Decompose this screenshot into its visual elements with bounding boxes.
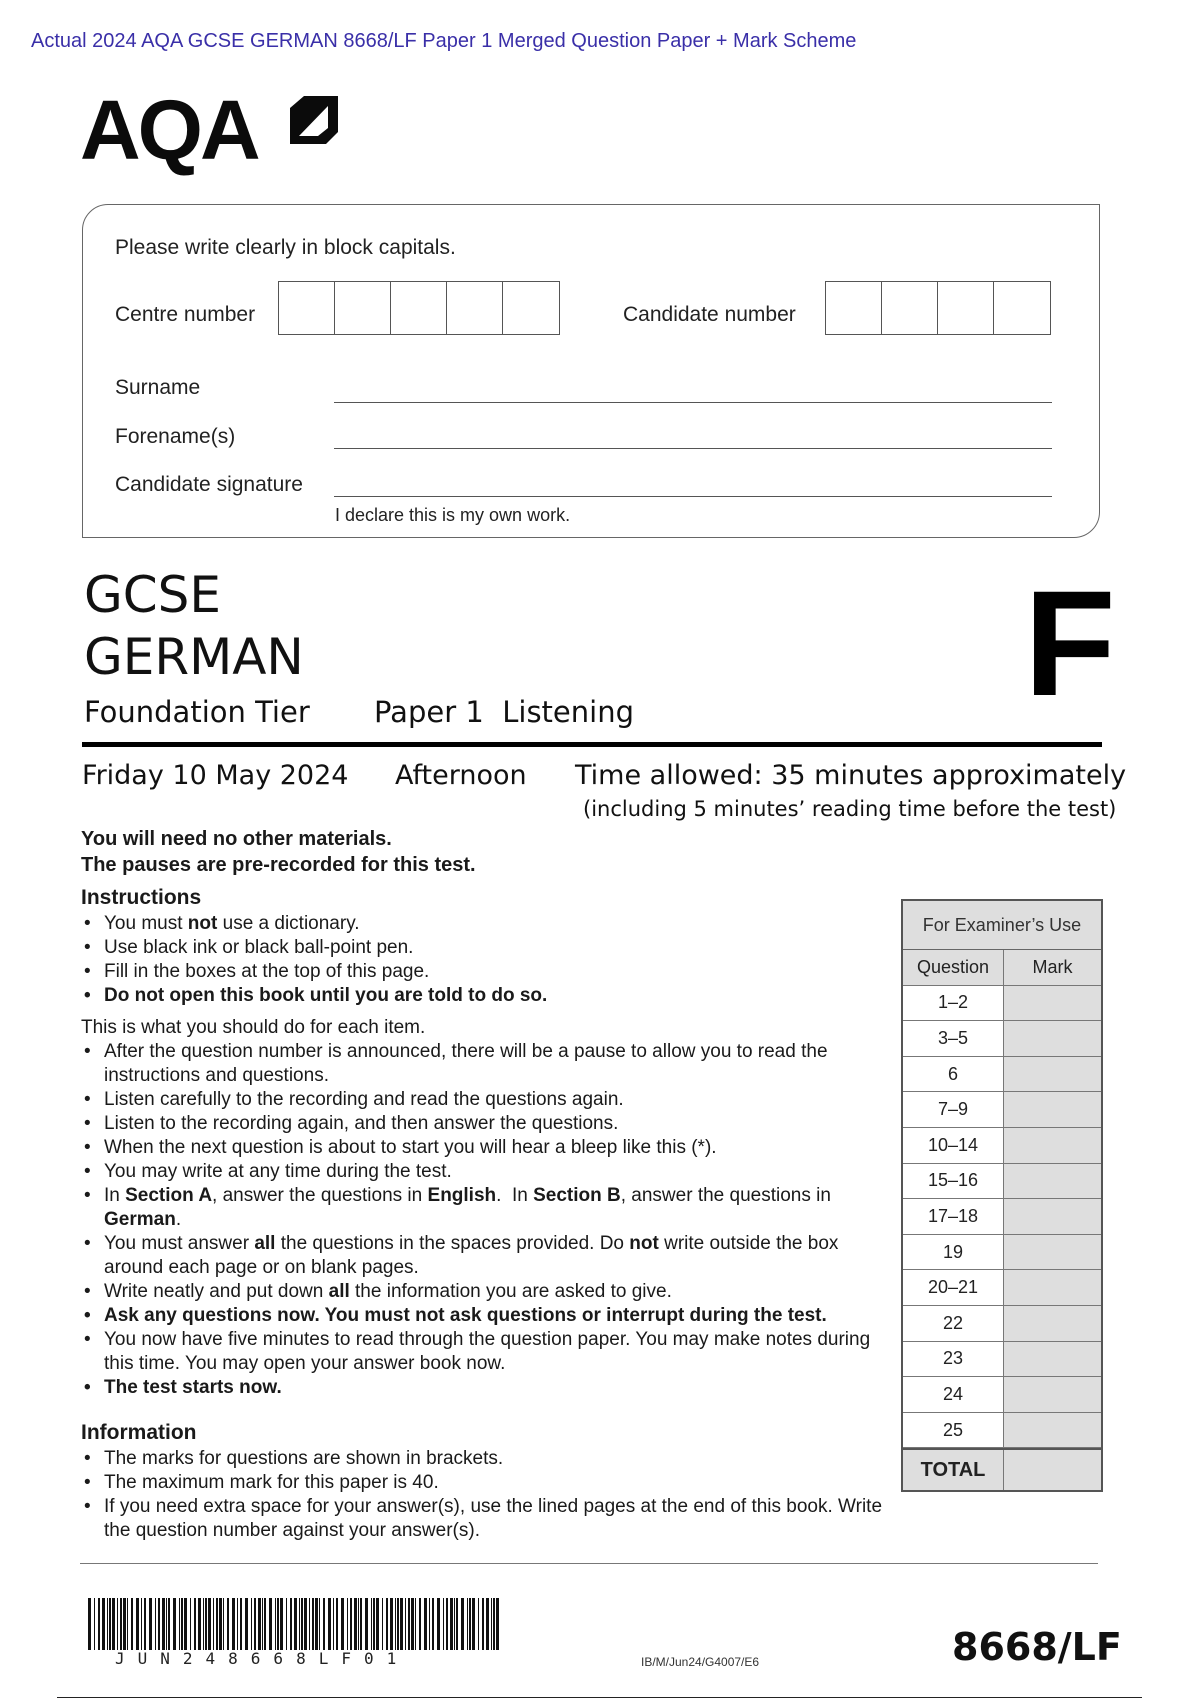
barcode-bar (107, 1598, 108, 1650)
barcode-bar (496, 1598, 499, 1650)
question-cell: 7–9 (903, 1092, 1004, 1127)
barcode-bar (395, 1598, 396, 1650)
barcode-bar (166, 1598, 167, 1650)
paper-name: Paper 1 Listening (374, 695, 634, 729)
barcode-bar (304, 1598, 307, 1650)
question-cell: 19 (903, 1235, 1004, 1270)
centre-number-cell[interactable] (503, 282, 559, 334)
barcode-bar (88, 1598, 91, 1650)
barcode-bar (102, 1598, 105, 1650)
table-row (903, 1057, 1101, 1093)
barcode-bar (491, 1598, 492, 1650)
barcode-bar (149, 1598, 152, 1650)
barcode-bar (437, 1598, 440, 1650)
barcode-bar (245, 1598, 248, 1650)
question-cell: 3–5 (903, 1021, 1004, 1056)
list-item: • Use black ink or black ball-point pen. (81, 936, 901, 960)
centre-number-field[interactable] (278, 281, 560, 335)
table-row (903, 986, 1101, 1022)
barcode-bar (386, 1598, 388, 1650)
total-mark-cell[interactable] (1004, 1450, 1101, 1490)
barcode-bar (450, 1598, 453, 1650)
barcode-bar (205, 1598, 207, 1650)
barcode-bar (144, 1598, 146, 1650)
barcode-bar (312, 1598, 314, 1650)
barcode-bar (390, 1598, 393, 1650)
barcode-bar (123, 1598, 126, 1650)
mark-cell[interactable] (1004, 1342, 1101, 1377)
barcode-bar (299, 1598, 300, 1650)
barcode-bar (341, 1598, 344, 1650)
barcode-bar (127, 1598, 128, 1650)
barcode-bar (94, 1598, 95, 1650)
mark-cell[interactable] (1004, 1235, 1101, 1270)
information-section (81, 1421, 901, 1543)
barcode-bar (336, 1598, 338, 1650)
list-item: • You must answer all the questions in the spaces provided. Do not write outside the box around each page or on blank pages. (81, 1232, 901, 1280)
barcode-bar (277, 1598, 279, 1650)
list-item: • Do not open this book until you are told to do so. (81, 984, 901, 1008)
barcode-bar (376, 1598, 379, 1650)
pauses-note: The pauses are pre-recorded for this test. (81, 854, 476, 876)
question-cell: 20–21 (903, 1270, 1004, 1305)
barcode-bar (203, 1598, 204, 1650)
list-item: • You must not use a dictionary. (81, 912, 901, 936)
instructions-section (81, 886, 901, 1400)
barcode-bar (258, 1598, 261, 1650)
document-banner[interactable]: Actual 2024 AQA GCSE GERMAN 8668/LF Paper 1 Merged Question Paper + Mark Scheme (31, 30, 857, 52)
mark-cell[interactable] (1004, 1164, 1101, 1199)
barcode-bar (251, 1598, 252, 1650)
barcode-bar (301, 1598, 303, 1650)
mark-cell[interactable] (1004, 1413, 1101, 1448)
materials-note: You will need no other materials. (81, 828, 392, 850)
list-item: • Listen carefully to the recording and read the questions again. (81, 1088, 901, 1112)
surname-field[interactable] (334, 402, 1052, 403)
list-item: • The marks for questions are shown in brackets. (81, 1447, 901, 1471)
barcode-bar (493, 1598, 495, 1650)
barcode-bar (227, 1598, 229, 1650)
subject-line-gcse: GCSE (84, 566, 221, 624)
mark-cell[interactable] (1004, 1092, 1101, 1127)
logo-text: AQA (80, 83, 258, 177)
barcode-bar (120, 1598, 122, 1650)
table-row (903, 1413, 1101, 1449)
barcode-bar (328, 1598, 331, 1650)
barcode-bar (411, 1598, 414, 1650)
barcode-bar (469, 1598, 471, 1650)
barcode-bar (158, 1598, 160, 1650)
aqa-logo-mark-icon (282, 92, 342, 152)
examiner-table-header-row (903, 950, 1101, 986)
barcode-bar (309, 1598, 310, 1650)
barcode-icon (88, 1598, 500, 1650)
barcode-bar (478, 1598, 479, 1650)
barcode-bar (408, 1598, 410, 1650)
barcode-bar (482, 1598, 484, 1650)
barcode-bar (347, 1598, 348, 1650)
question-cell: 10–14 (903, 1128, 1004, 1163)
barcode-bar (290, 1598, 292, 1650)
list-item: • If you need extra space for your answer(s), use the lined pages at the end of this book. Write the question number against your answer(s). (81, 1495, 901, 1543)
centre-number-cell[interactable] (447, 282, 503, 334)
barcode-bar (400, 1598, 403, 1650)
question-column-header: Question (903, 950, 1004, 985)
question-cell: 22 (903, 1306, 1004, 1341)
tier-letter: F (1024, 559, 1116, 727)
candidate-number-cell[interactable] (994, 282, 1050, 334)
table-row (903, 1270, 1101, 1306)
barcode-bar (184, 1598, 187, 1650)
barcode-bar (198, 1598, 201, 1650)
general-instructions-list (81, 912, 901, 1008)
page-bottom-rule (57, 1697, 1142, 1698)
question-cell: 17–18 (903, 1199, 1004, 1234)
barcode-bar (432, 1598, 434, 1650)
exam-session: Afternoon (395, 760, 527, 791)
barcode-bar (141, 1598, 142, 1650)
barcode-bar (315, 1598, 318, 1650)
barcode-bar (181, 1598, 183, 1650)
instructions-heading: Instructions (81, 886, 202, 909)
table-row (903, 1128, 1101, 1164)
barcode-bar (446, 1598, 448, 1650)
barcode-bar (179, 1598, 180, 1650)
total-label: TOTAL (903, 1450, 1004, 1490)
barcode-bar (275, 1598, 276, 1650)
barcode-bar (168, 1598, 170, 1650)
barcode-bar (319, 1598, 320, 1650)
barcode-bar (323, 1598, 325, 1650)
barcode-bar (131, 1598, 133, 1650)
mark-cell[interactable] (1004, 1057, 1101, 1092)
barcode-bar (472, 1598, 475, 1650)
barcode-bar (162, 1598, 165, 1650)
footer-divider (80, 1563, 1098, 1564)
list-item: • The maximum mark for this paper is 40. (81, 1471, 901, 1495)
table-row (903, 1199, 1101, 1235)
barcode-bar (486, 1598, 489, 1650)
mark-cell[interactable] (1004, 1199, 1101, 1234)
table-row (903, 1306, 1101, 1342)
list-item: • You now have five minutes to read through the question paper. You may make notes during this time. You may open your answer book now. (81, 1328, 901, 1376)
mark-cell[interactable] (1004, 1021, 1101, 1056)
barcode-bar (354, 1598, 357, 1650)
exam-date: Friday 10 May 2024 (82, 760, 349, 791)
barcode-bar (294, 1598, 297, 1650)
table-row (903, 1235, 1101, 1271)
barcode-bar (194, 1598, 196, 1650)
time-allowed: Time allowed: 35 minutes approximately (575, 760, 1127, 791)
barcode-bar (264, 1598, 266, 1650)
subject-line-german: GERMAN (84, 628, 304, 686)
aqa-logo (80, 83, 350, 188)
barcode-bar (373, 1598, 375, 1650)
signature-field[interactable] (334, 496, 1052, 497)
centre-number-cell[interactable] (335, 282, 391, 334)
barcode-bar (415, 1598, 416, 1650)
surname-label: Surname (115, 376, 201, 399)
barcode-bar (454, 1598, 455, 1650)
barcode-bar (223, 1598, 224, 1650)
candidate-number-label: Candidate number (623, 303, 796, 326)
list-item: • When the next question is about to start you will hear a bleep like this (*). (81, 1136, 901, 1160)
item-instructions-list (81, 1040, 901, 1400)
list-item: • The test starts now. (81, 1376, 901, 1400)
barcode-bar (109, 1598, 111, 1650)
examiner-table-title: For Examiner’s Use (903, 901, 1101, 950)
barcode-bar (112, 1598, 115, 1650)
list-item: • Listen to the recording again, and then answer the questions. (81, 1112, 901, 1136)
barcode-bar (360, 1598, 362, 1650)
question-cell: 6 (903, 1057, 1004, 1092)
barcode-bar (269, 1598, 272, 1650)
barcode-bar (216, 1598, 218, 1650)
examiner-total-row (903, 1448, 1101, 1490)
list-item: • After the question number is announced, there will be a pause to allow you to read the instructions and questions. (81, 1040, 901, 1088)
candidate-number-cell[interactable] (826, 282, 882, 334)
barcode-bar (419, 1598, 421, 1650)
signature-label: Candidate signature (115, 473, 303, 496)
candidate-number-cell[interactable] (882, 282, 938, 334)
barcode-number: JUN248668LF01 (115, 1649, 410, 1668)
barcode-bar (237, 1598, 238, 1650)
each-item-intro: This is what you should do for each item. (81, 1017, 426, 1038)
table-row (903, 1092, 1101, 1128)
mark-cell[interactable] (1004, 1377, 1101, 1412)
barcode-bar (190, 1598, 191, 1650)
barcode-bar (262, 1598, 263, 1650)
barcode-bar (117, 1598, 118, 1650)
barcode-bar (333, 1598, 334, 1650)
question-cell: 24 (903, 1377, 1004, 1412)
centre-number-label: Centre number (115, 303, 256, 326)
forenames-field[interactable] (334, 448, 1052, 449)
barcode-bar (155, 1598, 156, 1650)
barcode-bar (136, 1598, 139, 1650)
barcode-bar (429, 1598, 430, 1650)
question-cell: 25 (903, 1413, 1004, 1448)
barcode-bar (456, 1598, 458, 1650)
barcode-bar (405, 1598, 406, 1650)
heading-rule (82, 742, 1102, 747)
question-cell: 1–2 (903, 986, 1004, 1021)
tier-name: Foundation Tier (84, 695, 310, 729)
question-cell: 15–16 (903, 1164, 1004, 1199)
mark-cell[interactable] (1004, 1128, 1101, 1163)
paper-code: 8668/LF (952, 1625, 1122, 1669)
barcode-bar (358, 1598, 359, 1650)
table-row (903, 1377, 1101, 1413)
table-row (903, 1342, 1101, 1378)
document-reference: IB/M/Jun24/G4007/E6 (641, 1655, 760, 1669)
barcode-bar (461, 1598, 464, 1650)
centre-number-cell[interactable] (279, 282, 335, 334)
barcode-bar (208, 1598, 211, 1650)
examiner-use-table (901, 899, 1103, 1492)
barcode-bar (350, 1598, 352, 1650)
barcode-bar (280, 1598, 283, 1650)
information-list (81, 1447, 901, 1543)
barcode-bar (286, 1598, 287, 1650)
barcode-bar (371, 1598, 372, 1650)
list-item: • Ask any questions now. You must not ask questions or interrupt during the test. (81, 1304, 901, 1328)
table-row (903, 1164, 1101, 1200)
candidate-number-cell[interactable] (938, 282, 994, 334)
list-item: • You may write at any time during the test. (81, 1160, 901, 1184)
information-heading: Information (81, 1421, 197, 1444)
examiner-table-body (903, 986, 1101, 1449)
barcode-bar (365, 1598, 368, 1650)
barcode-bar (443, 1598, 444, 1650)
barcode-bar (254, 1598, 256, 1650)
table-row (903, 1021, 1101, 1057)
declaration-text: I declare this is my own work. (335, 505, 571, 525)
mark-cell[interactable] (1004, 1306, 1101, 1341)
barcode-bar (467, 1598, 468, 1650)
list-item: • In Section A, answer the questions in English. In Section B, answer the questions in German. (81, 1184, 901, 1232)
list-item: • Write neatly and put down all the information you are asked to give. (81, 1280, 901, 1304)
question-cell: 23 (903, 1342, 1004, 1377)
mark-cell[interactable] (1004, 1270, 1101, 1305)
candidate-number-field[interactable] (825, 281, 1051, 335)
barcode-bar (219, 1598, 222, 1650)
barcode-bar (213, 1598, 214, 1650)
mark-column-header: Mark (1004, 950, 1101, 985)
barcode-bar (232, 1598, 235, 1650)
barcode-bar (424, 1598, 427, 1650)
barcode-bar (173, 1598, 176, 1650)
barcode-bar (98, 1598, 100, 1650)
barcode-bar (240, 1598, 242, 1650)
block-capitals-instruction: Please write clearly in block capitals. (115, 236, 456, 259)
list-item: • Fill in the boxes at the top of this page. (81, 960, 901, 984)
centre-number-cell[interactable] (391, 282, 447, 334)
time-allowed-note: (including 5 minutes’ reading time before the test) (583, 797, 1117, 821)
mark-cell[interactable] (1004, 986, 1101, 1021)
barcode-bar (397, 1598, 399, 1650)
barcode-bar (382, 1598, 383, 1650)
forenames-label: Forename(s) (115, 425, 236, 448)
